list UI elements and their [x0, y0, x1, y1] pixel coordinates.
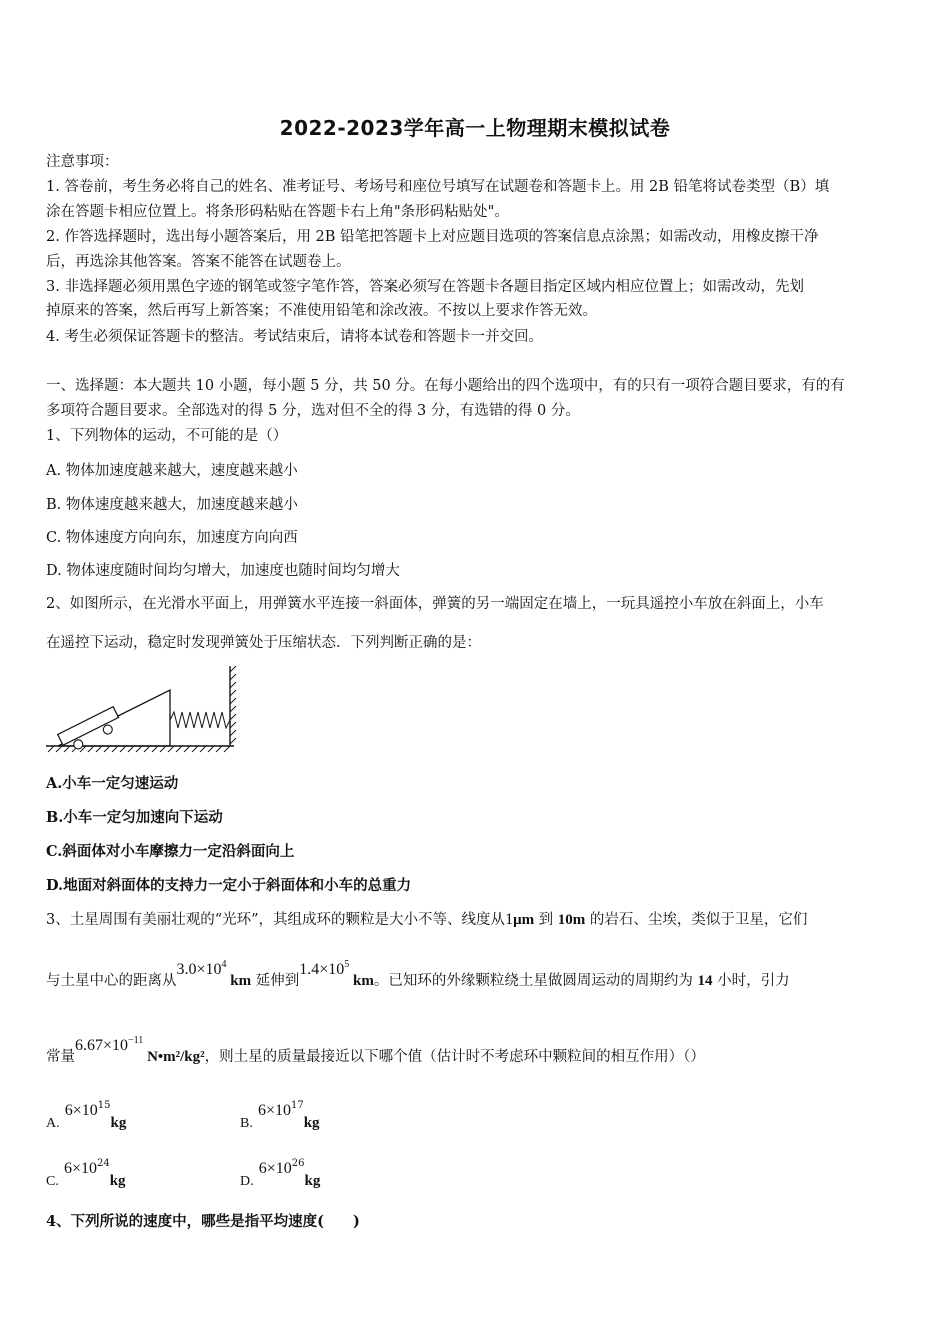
notice-line: 2. 作答选择题时，选出每小题答案后，用 2B 铅笔把答题卡上对应题目选项的答案信息点涂黑；如需改动，用橡皮擦干净	[46, 229, 819, 245]
question-3-option-d	[240, 1158, 321, 1189]
question-3-line-1	[46, 911, 807, 929]
notice-heading: 注意事项：	[46, 154, 119, 170]
option-letter: D.	[240, 1174, 254, 1189]
q3-number: 10m	[557, 912, 586, 928]
option-unit: kg	[109, 1173, 126, 1189]
option-unit: kg	[303, 1115, 320, 1131]
q3-unit: μm	[513, 912, 535, 928]
q3-mantissa: 3.0×10	[176, 961, 222, 978]
q3-formula	[75, 1037, 143, 1054]
option-exponent: 17	[290, 1100, 304, 1111]
q3-text: 。已知环的外缘颗粒绕土星做圆周运动的周期约为	[373, 973, 698, 989]
question-3-option-a	[46, 1100, 127, 1131]
question-2-stem: 2、如图所示，在光滑水平面上，用弹簧水平连接一斜面体，弹簧的另一端固定在墙上，一玩具遥控小车放在斜面上，小车	[46, 596, 824, 612]
q3-formula	[299, 961, 349, 978]
option-mantissa: 6×10	[257, 1102, 291, 1119]
question-1-stem: 1、下列物体的运动，不可能的是（）	[46, 428, 288, 444]
option-unit: kg	[110, 1115, 127, 1131]
incline-spring-diagram	[44, 660, 244, 760]
q3-unit: N•m²/kg²	[143, 1049, 205, 1065]
question-2-option-c: C.斜面体对小车摩擦力一定沿斜面向上	[46, 843, 295, 860]
notice-line: 4. 考生必须保证答题卡的整洁。考试结束后，请将本试卷和答题卡一并交回。	[46, 329, 543, 345]
notice-line: 涂在答题卡相应位置上。将条形码粘贴在答题卡右上角"条形码粘贴处"。	[46, 204, 509, 220]
option-letter: C.	[46, 1174, 59, 1189]
q3-unit: km	[226, 973, 252, 989]
q3-text: 小时，引力	[712, 973, 790, 989]
option-unit: kg	[304, 1173, 321, 1189]
toy-car	[58, 707, 124, 755]
question-2-option-a: A.小车一定匀速运动	[46, 775, 179, 792]
q3-text: 到	[534, 912, 558, 928]
notice-line: 1. 答卷前，考生务必将自己的姓名、准考证号、考场号和座位号填写在试题卷和答题卡上。用 2B 铅笔将试卷类型（B）填	[46, 179, 830, 195]
question-2-option-d: D.地面对斜面体的支持力一定小于斜面体和小车的总重力	[46, 877, 412, 894]
q3-text: 常量	[46, 1049, 75, 1065]
q3-period: 14	[697, 973, 713, 989]
q3-mantissa: 6.67×10	[75, 1037, 129, 1054]
section-instructions: 一、选择题：本大题共 10 小题，每小题 5 分，共 50 分。在每小题给出的四个选项中，有的只有一项符合题目要求，有的有	[46, 378, 845, 394]
q3-text: ，则土星的质量最接近以下哪个值（估计时不考虑环中颗粒间的相互作用）（）	[204, 1049, 705, 1065]
q3-formula	[177, 961, 227, 978]
q3-mantissa: 1.4×10	[299, 961, 345, 978]
wall-hatching	[230, 666, 236, 744]
q3-text: 的岩石、尘埃，类似于卫星，它们	[585, 912, 808, 928]
notice-line: 后，再选涂其他答案。答案不能答在试题卷上。	[46, 254, 351, 270]
option-mantissa: 6×10	[63, 1160, 97, 1177]
option-exponent: 26	[291, 1158, 305, 1169]
question-2-stem: 在遥控下运动，稳定时发现弹簧处于压缩状态．下列判断正确的是：	[46, 635, 481, 651]
question-1-option-a: A. 物体加速度越来越大，速度越来越小	[46, 463, 298, 479]
question-1-option-c: C. 物体速度方向向东，加速度方向向西	[46, 530, 298, 546]
q3-exponent: −11	[128, 1035, 144, 1046]
q3-exponent: 5	[344, 959, 350, 970]
question-1-option-b: B. 物体速度越来越大，加速度越来越小	[46, 497, 298, 513]
option-mantissa: 6×10	[258, 1160, 292, 1177]
option-exponent: 24	[96, 1158, 110, 1169]
q3-text: 3、土星周围有美丽壮观的“光环”，其组成环的颗粒是大小不等、线度从	[46, 912, 506, 928]
notice-line: 3. 非选择题必须用黑色字迹的钢笔或签字笔作答，答案必须写在答题卡各题目指定区域内相应位置上；如需改动，先划	[46, 279, 804, 295]
option-letter: A.	[46, 1116, 60, 1131]
section-instructions: 多项符合题目要求。全部选对的得 5 分，选对但不全的得 3 分，有选错的得 0 分。	[46, 403, 580, 419]
q3-exponent: 4	[221, 959, 227, 970]
q3-unit: km	[349, 973, 374, 989]
question-1-option-d: D. 物体速度随时间均匀增大，加速度也随时间均匀增大	[46, 563, 400, 579]
question-3-option-c	[46, 1158, 126, 1189]
question-4-stem: 4、下列所说的速度中，哪些是指平均速度( )	[46, 1213, 360, 1230]
option-exponent: 15	[97, 1100, 111, 1111]
q3-number: 1	[505, 911, 514, 928]
spring	[170, 712, 230, 728]
question-3-option-b	[240, 1100, 320, 1131]
option-mantissa: 6×10	[64, 1102, 98, 1119]
question-2-option-b: B.小车一定匀加速向下运动	[46, 809, 223, 826]
option-letter: B.	[240, 1116, 253, 1131]
exam-title: 2022-2023学年高一上物理期末模拟试卷	[279, 116, 671, 140]
notice-line: 掉原来的答案，然后再写上新答案；不准使用铅笔和涂改液。不按以上要求作答无效。	[46, 303, 597, 319]
q3-text: 延伸到	[251, 973, 300, 989]
q3-text: 与土星中心的距离从	[46, 973, 177, 989]
